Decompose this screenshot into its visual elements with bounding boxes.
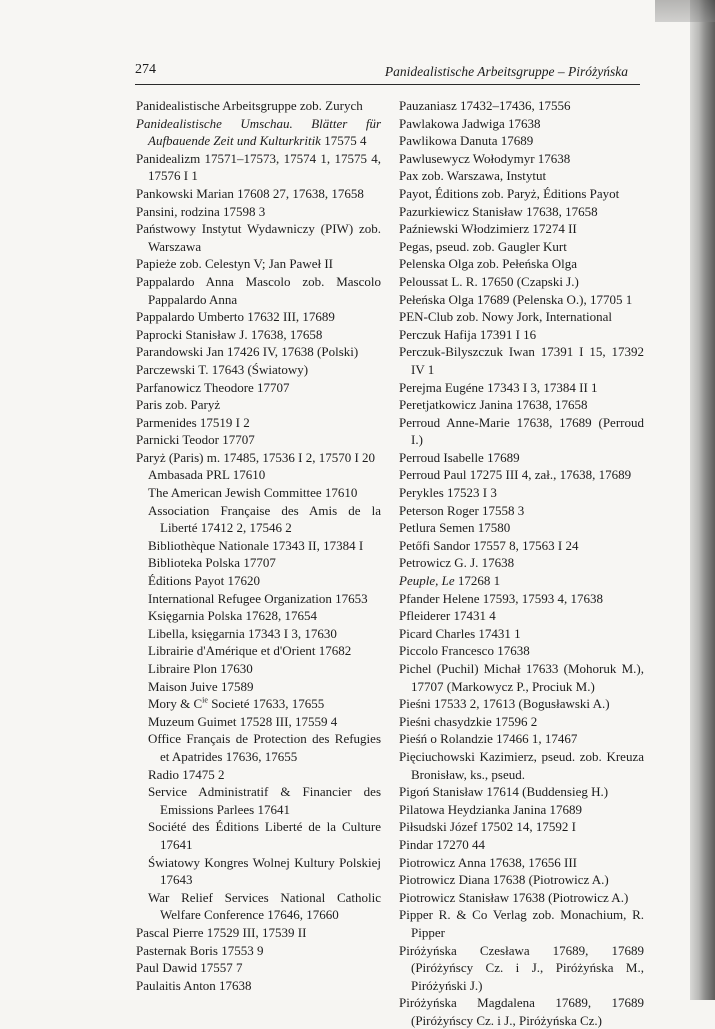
index-entry: Petőfi Sandor 17557 8, 17563 I 24 xyxy=(399,537,579,553)
index-entry: Perejma Eugéne 17343 I 3, 17384 II 1 xyxy=(399,379,598,395)
index-subentry: Office Français de Protection des Refugies et Apatrides 17636, 17655 xyxy=(148,731,381,764)
index-entry: Peterson Roger 17558 3 xyxy=(399,502,525,518)
scan-corner-mark xyxy=(655,0,715,22)
entry-locators: Societé 17633, 17655 xyxy=(207,696,325,712)
index-entry: Parandowski Jan 17426 IV, 17638 (Polski) xyxy=(136,344,359,360)
index-entry: Pappalardo Umberto 17632 III, 17689 xyxy=(136,309,335,325)
index-subentry: Mory & $C^{ie}$ Societé 17633, 17655 xyxy=(148,695,325,712)
index-entry: Pauzaniasz 17432–17436, 17556 xyxy=(399,98,571,113)
index-entry: Pięciuchowski Kazimierz, pseud. zob. Kreuza Bronisław, ks., pseud. xyxy=(399,748,644,782)
index-subentry: Libella, księgarnia 17343 I 3, 17630 xyxy=(148,625,337,641)
index-entry: Perczuk-Bilyszczuk Iwan 17391 I 15, 17392 IV 1 xyxy=(399,344,644,377)
index-entry: Pegas, pseud. zob. Gaugler Kurt xyxy=(399,238,567,254)
index-entry: Peretjatkowicz Janina 17638, 17658 xyxy=(399,397,588,413)
index-entry: Pelenska Olga zob. Pełeńska Olga xyxy=(399,256,577,272)
index-subentry: Radio 17475 2 xyxy=(148,766,225,782)
index-entry: Pawlusewycz Wołodymyr 17638 xyxy=(399,150,571,166)
index-entry: Pansini, rodzina 17598 3 xyxy=(136,203,266,219)
index-subentry: Bibliothèque Nationale 17343 II, 17384 I xyxy=(148,537,364,553)
index-entry-peuple xyxy=(399,572,644,590)
index-entry: Pełeńska Olga 17689 (Pelenska O.), 17705 1 xyxy=(399,291,633,307)
index-entry: Parczewski T. 17643 (Światowy) xyxy=(136,361,309,377)
index-entry: Pichel (Puchil) Michał 17633 (Mohoruk M.), 17707 (Markowycz P., Prociuk M.) xyxy=(399,661,644,694)
index-entry: Piróżyńska Czesława 17689, 17689 (Piróżyńscy Cz. i J., Piróżyńska M., Piróżyński J.) xyxy=(399,942,644,993)
index-entry: Pax zob. Warszawa, Instytut xyxy=(399,168,547,184)
index-subentry: Ambasada PRL 17610 xyxy=(148,467,266,483)
index-entry: Pfander Helene 17593, 17593 4, 17638 xyxy=(399,590,603,606)
index-entry: Pigoń Stanisław 17614 (Buddensieg H.) xyxy=(399,784,609,800)
index-entry: PEN-Club zob. Nowy Jork, International xyxy=(399,309,613,325)
index-entry: Pawlakowa Jadwiga 17638 xyxy=(399,115,541,131)
index-entry: Pieśń o Rolandzie 17466 1, 17467 xyxy=(399,731,578,747)
index-subentry: Muzeum Guimet 17528 III, 17559 4 xyxy=(148,713,338,729)
index-column-left xyxy=(136,97,381,994)
index-subentry: Maison Juive 17589 xyxy=(148,678,254,694)
index-entry: Pascal Pierre 17529 III, 17539 II xyxy=(136,924,307,940)
index-entry: Perroud Anne-Marie 17638, 17689 (Perroud I.) xyxy=(399,414,644,448)
page-header xyxy=(135,60,640,85)
index-entry: Pawlikowa Danuta 17689 xyxy=(399,133,534,149)
index-entry: Payot, Éditions zob. Paryż, Éditions Payot xyxy=(399,185,620,201)
index-entry: Perykles 17523 I 3 xyxy=(399,485,497,501)
index-entry: Piotrowicz Diana 17638 (Piotrowicz A.) xyxy=(399,872,609,888)
periodical-title: Peuple, Le xyxy=(399,573,455,589)
index-entry: Paul Dawid 17557 7 xyxy=(136,960,243,976)
index-entry: Paulaitis Anton 17638 xyxy=(136,977,252,993)
index-entry: Piłsudski Józef 17502 14, 17592 I xyxy=(399,819,576,835)
index-entry: Petrowicz G. J. 17638 xyxy=(399,555,515,571)
index-entry: Petlura Semen 17580 xyxy=(399,520,511,536)
index-entry: Picard Charles 17431 1 xyxy=(399,625,521,641)
index-entry: Perroud Isabelle 17689 xyxy=(399,449,520,465)
index-entry: Pilatowa Heydzianka Janina 17689 xyxy=(399,801,583,817)
index-entry: Paźniewski Włodzimierz 17274 II xyxy=(399,221,577,237)
index-subentry: War Relief Services National Catholic Welfare Conference 17646, 17660 xyxy=(148,889,381,923)
index-entry: Paryż (Paris) m. 17485, 17536 I 2, 17570 I 20 xyxy=(136,449,376,465)
index-entry: Pfleiderer 17431 4 xyxy=(399,608,496,624)
index-subentry: Księgarnia Polska 17628, 17654 xyxy=(148,608,317,624)
index-subentry: Service Administratif & Financier des Emissions Parlees 17641 xyxy=(148,784,381,817)
page-number: 274 xyxy=(135,62,156,77)
index-subentry: Biblioteka Polska 17707 xyxy=(148,555,276,571)
index-subentry: The American Jewish Committee 17610 xyxy=(148,485,358,501)
index-entry: Piccolo Francesco 17638 xyxy=(399,643,530,659)
superscript: ie xyxy=(202,695,208,705)
index-entry: Pieśni 17533 2, 17613 (Bogusławski A.) xyxy=(399,696,610,712)
index-entry: Pipper R. & Co Verlag zob. Monachium, R. Pipper xyxy=(399,907,644,940)
index-entry: Parmenides 17519 I 2 xyxy=(136,414,250,430)
index-subentry: Światowy Kongres Wolnej Kultury Polskiej 17643 xyxy=(148,854,381,888)
index-entry: Perczuk Hafija 17391 I 16 xyxy=(399,326,537,342)
index-entry: Państwowy Instytut Wydawniczy (PIW) zob. Warszawa xyxy=(136,221,381,254)
index-entry: Peloussat L. R. 17650 (Czapski J.) xyxy=(399,273,579,289)
index-entry: Panidealistische Arbeitsgruppe zob. Zurych xyxy=(136,98,363,113)
index-subentry: Éditions Payot 17620 xyxy=(148,573,260,589)
index-column-right xyxy=(399,97,644,1029)
index-entry: Piróżyńska Magdalena 17689, 17689 (Piróżyńscy Cz. i J., Piróżyńska Cz.) xyxy=(399,995,644,1028)
index-subentry: Librairie d'Amérique et d'Orient 17682 xyxy=(148,643,352,659)
page-edge-shadow xyxy=(690,0,715,1000)
index-entry: Parfanowicz Theodore 17707 xyxy=(136,379,290,395)
index-entry: Papieże zob. Celestyn V; Jan Paweł II xyxy=(136,256,333,272)
index-entry: Paprocki Stanisław J. 17638, 17658 xyxy=(136,326,323,342)
index-entry: Panidealistische Umschau. Blätter für Aufbauende Zeit und Kulturkritik 17575 4 xyxy=(136,115,381,149)
index-entry: Pappalardo Anna Mascolo zob. Mascolo Pappalardo Anna xyxy=(136,273,381,307)
index-entry: Pankowski Marian 17608 27, 17638, 17658 xyxy=(136,185,364,201)
index-subentry: Association Française des Amis de la Liberté 17412 2, 17546 2 xyxy=(148,502,381,536)
index-entry: Pieśni chasydzkie 17596 2 xyxy=(399,713,538,729)
index-entry: Perroud Paul 17275 III 4, zał., 17638, 17689 xyxy=(399,467,632,483)
index-entry: Parnicki Teodor 17707 xyxy=(136,432,255,448)
index-entry: Piotrowicz Stanisław 17638 (Piotrowicz A.) xyxy=(399,889,629,905)
index-entry: Piotrowicz Anna 17638, 17656 III xyxy=(399,854,578,870)
index-entry: Pasternak Boris 17553 9 xyxy=(136,942,264,958)
running-title: Panidealistische Arbeitsgruppe – Piróżyńska xyxy=(384,64,628,79)
index-subentry: International Refugee Organization 17653 xyxy=(148,590,368,606)
entry-locators: 17268 1 xyxy=(454,573,501,589)
index-entry: Panidealizm 17571–17573, 17574 1, 17575 4, 17576 I 1 xyxy=(136,150,381,184)
index-entry: Pindar 17270 44 xyxy=(399,836,485,852)
index-entry: Paris zob. Paryż xyxy=(136,397,221,413)
index-subentry: Libraire Plon 17630 xyxy=(148,661,253,676)
index-subentry: Société des Éditions Liberté de la Culture 17641 xyxy=(148,819,381,852)
index-entry: Pazurkiewicz Stanisław 17638, 17658 xyxy=(399,203,598,219)
